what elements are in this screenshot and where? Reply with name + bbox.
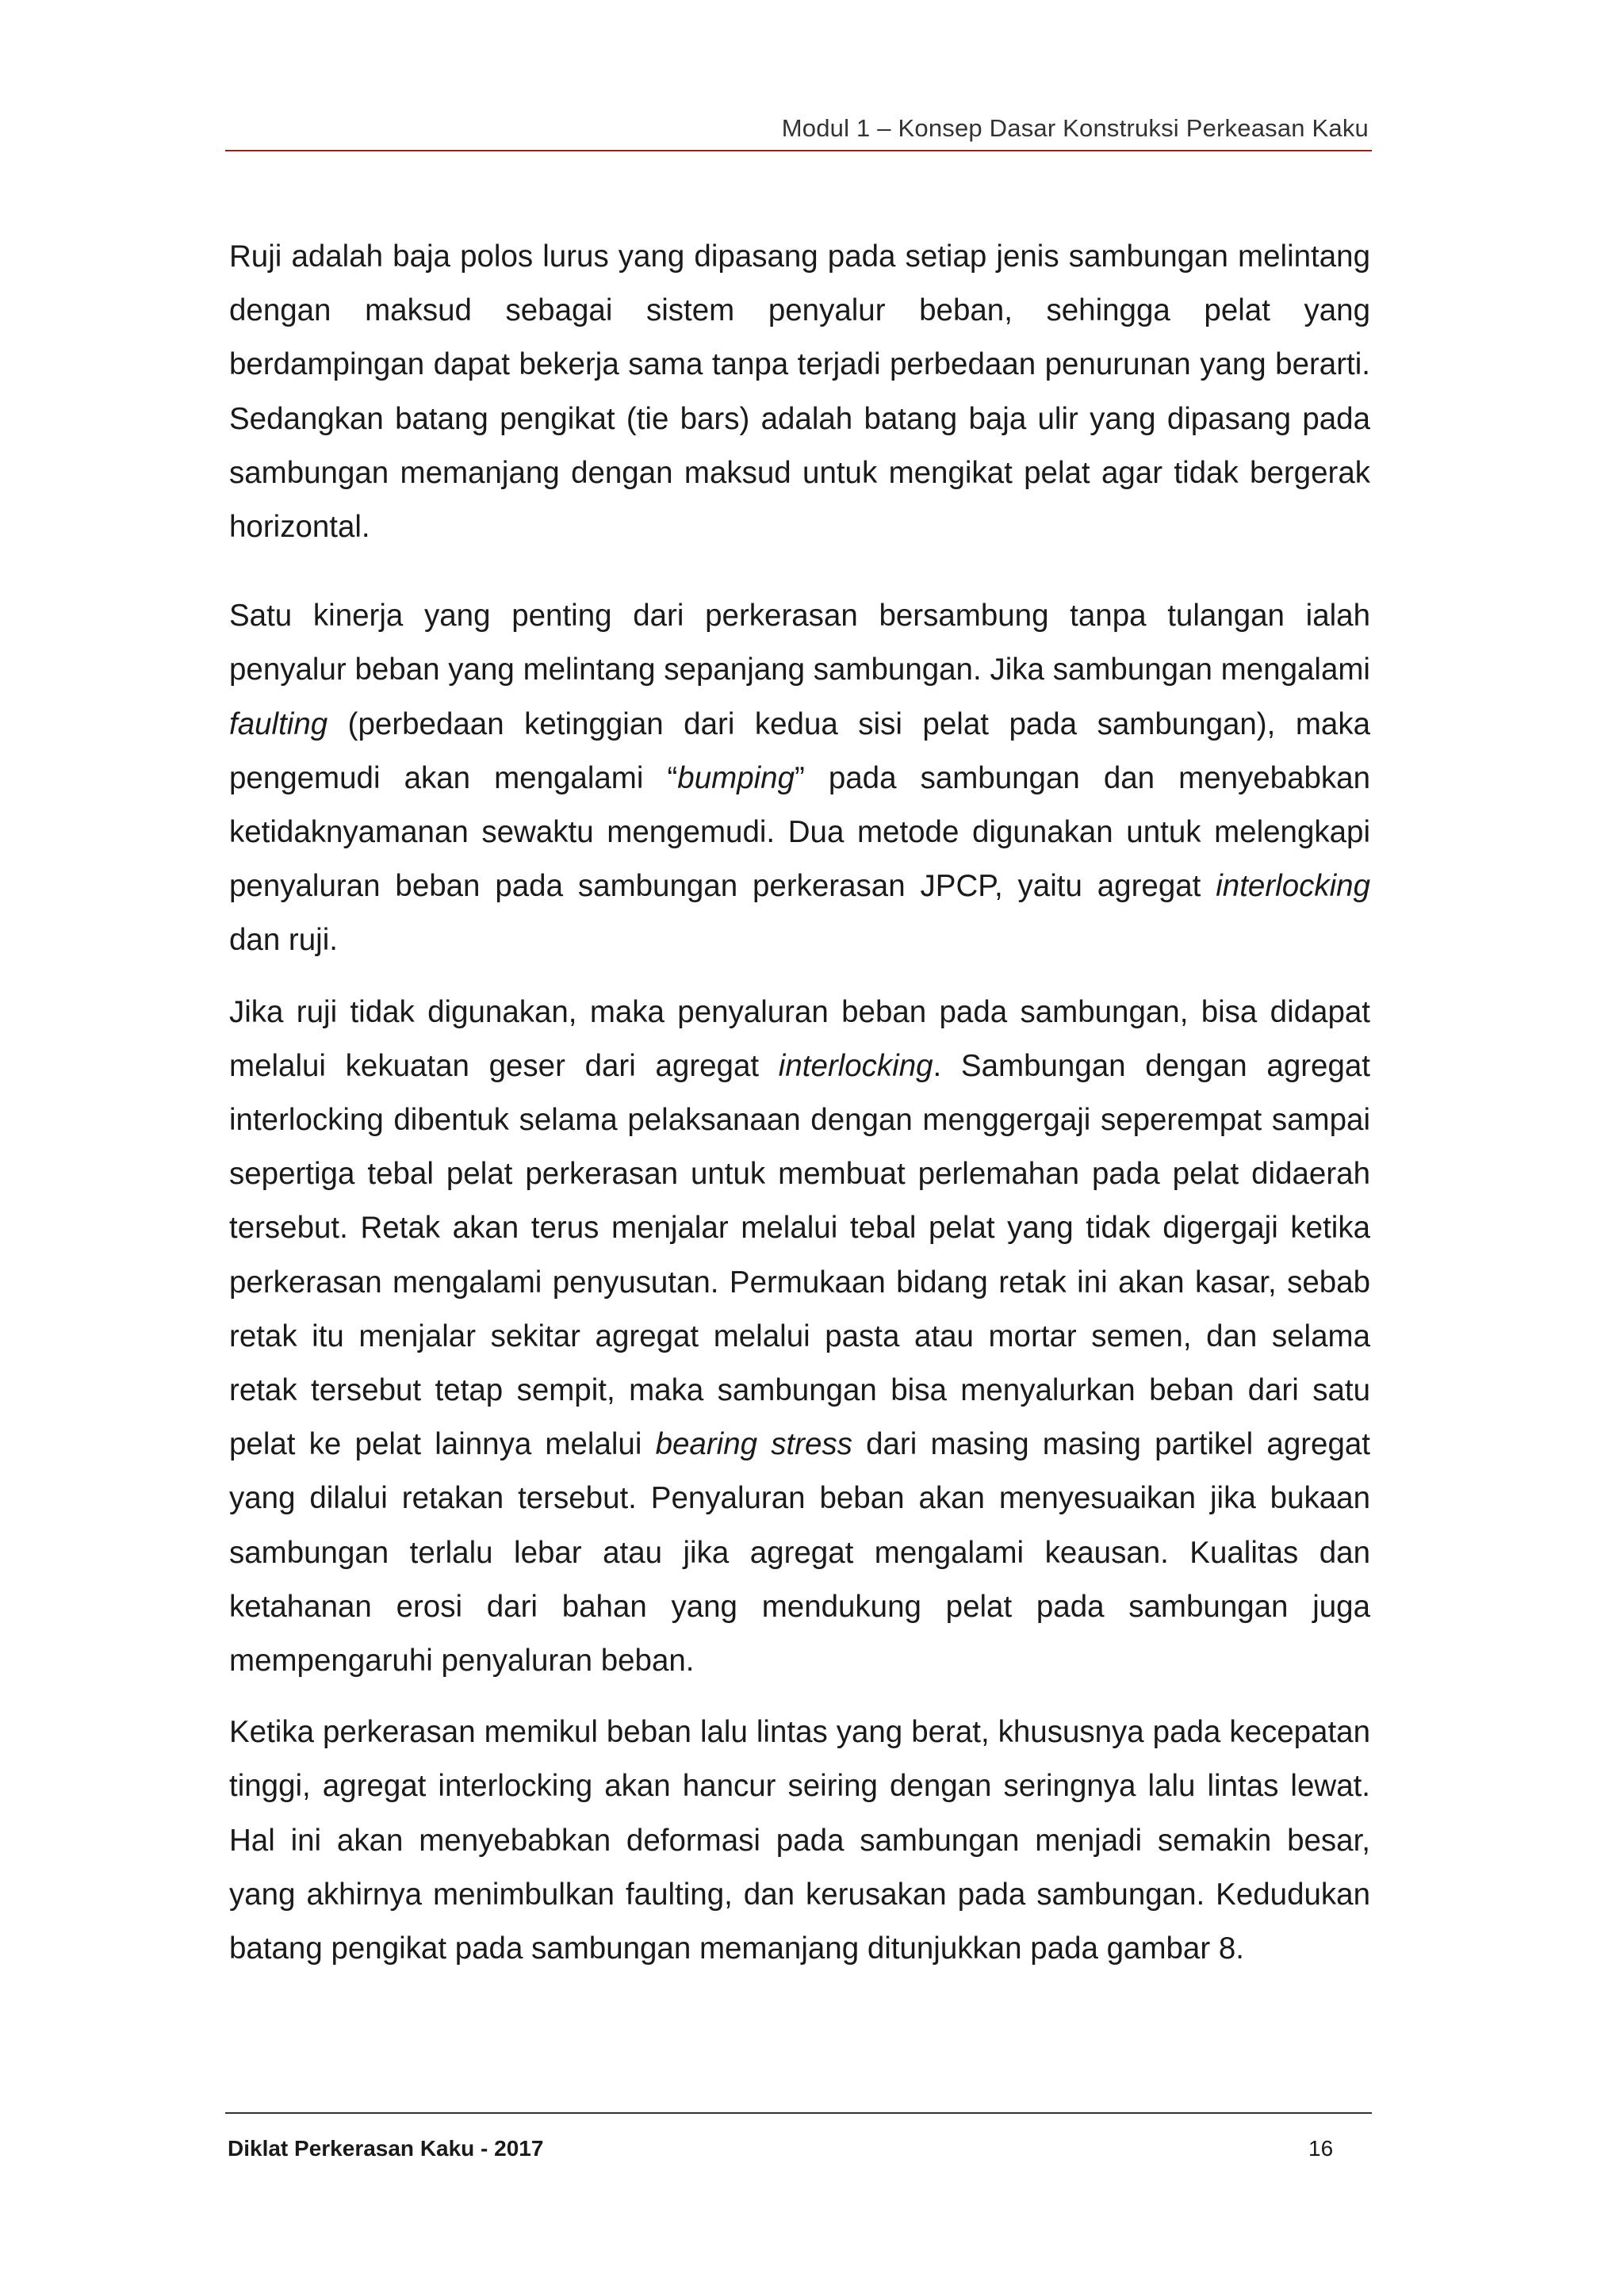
running-header: Modul 1 – Konsep Dasar Konstruksi Perkeasan Kaku <box>781 114 1369 142</box>
paragraph-3-italic-bearing-stress: bearing stress <box>655 1427 852 1462</box>
paragraph-2-text-3: ” pada sambungan dan menyebabkan ketidaknyamanan sewaktu mengemudi. Dua metode digunakan untuk melengkapi penyaluran beban pada sambungan perkerasan JPCP, yaitu agregat <box>229 760 1370 904</box>
paragraph-2-italic-interlocking: interlocking <box>1216 869 1370 904</box>
paragraph-4: Ketika perkerasan memikul beban lalu lintas yang berat, khususnya pada kecepatan tinggi, agregat interlocking akan hancur seiring dengan seringnya lalu lintas lewat. Hal ini akan menyebabkan deformasi pada sambungan menjadi semakin besar, yang akhirnya menimbulkan faulting, dan kerusakan pada sambungan. Kedudukan batang pengikat pada sambungan memanjang ditunjukkan pada gambar 8. <box>229 1715 1370 1966</box>
paragraph-2-text-1: Satu kinerja yang penting dari perkerasan bersambung tanpa tulangan ialah penyalur beban yang melintang sepanjang sambungan. Jika sambungan mengalami <box>229 599 1370 687</box>
paragraph-2-text-2: (perbedaan ketinggian dari kedua sisi pelat pada sambungan), maka pengemudi akan mengalami “ <box>229 706 1370 795</box>
paragraph-2 <box>229 589 1370 967</box>
page-number: 16 <box>1308 2136 1334 2161</box>
paragraph-3-text-3: dari masing masing partikel agregat yang dilalui retakan tersebut. Penyaluran beban akan menyesuaikan jika bukaan sambungan terlalu lebar atau jika agregat mengalami keausan. Kualitas dan ketahanan erosi dari bahan yang mendukung pelat pada sambungan juga mempengaruhi penyaluran beban. <box>229 1427 1370 1679</box>
footer-rule <box>225 2112 1372 2114</box>
paragraph-3-text-2: . Sambungan dengan agregat interlocking dibentuk selama pelaksanaan dengan menggergaji seperempat sampai sepertiga tebal pelat perkerasan untuk membuat perlemahan pada pelat didaerah tersebut. Retak akan terus menjalar melalui tebal pelat yang tidak digergaji ketika perkerasan mengalami penyusutan. Permukaan bidang retak ini akan kasar, sebab retak itu menjalar sekitar agregat melalui pasta atau mortar semen, dan selama retak tersebut tetap sempit, maka sambungan bisa menyalurkan beban dari satu pelat ke pelat lainnya melalui <box>229 1048 1370 1462</box>
paragraph-3-text-1: Jika ruji tidak digunakan, maka penyaluran beban pada sambungan, bisa didapat melalui kekuatan geser dari agregat <box>229 994 1370 1083</box>
paragraph-3 <box>229 986 1370 1689</box>
paragraph-2-italic-faulting: faulting <box>229 706 328 741</box>
paragraph-1: Ruji adalah baja polos lurus yang dipasang pada setiap jenis sambungan melintang dengan maksud sebagai sistem penyalur beban, sehingga pelat yang berdampingan dapat bekerja sama tanpa terjadi perbedaan penurunan yang berarti. Sedangkan batang pengikat (tie bars) adalah batang baja ulir yang dipasang pada sambungan memanjang dengan maksud untuk mengikat pelat agar tidak bergerak horizontal. <box>229 239 1370 545</box>
footer-course-title: Diklat Perkerasan Kaku - 2017 <box>228 2136 544 2161</box>
header-rule <box>225 150 1372 151</box>
paragraph-3-italic-interlocking: interlocking <box>778 1048 933 1083</box>
paragraph-2-italic-bumping: bumping <box>677 760 795 795</box>
paragraph-2-text-4: dan ruji. <box>229 923 338 958</box>
body-text <box>229 230 1370 1976</box>
